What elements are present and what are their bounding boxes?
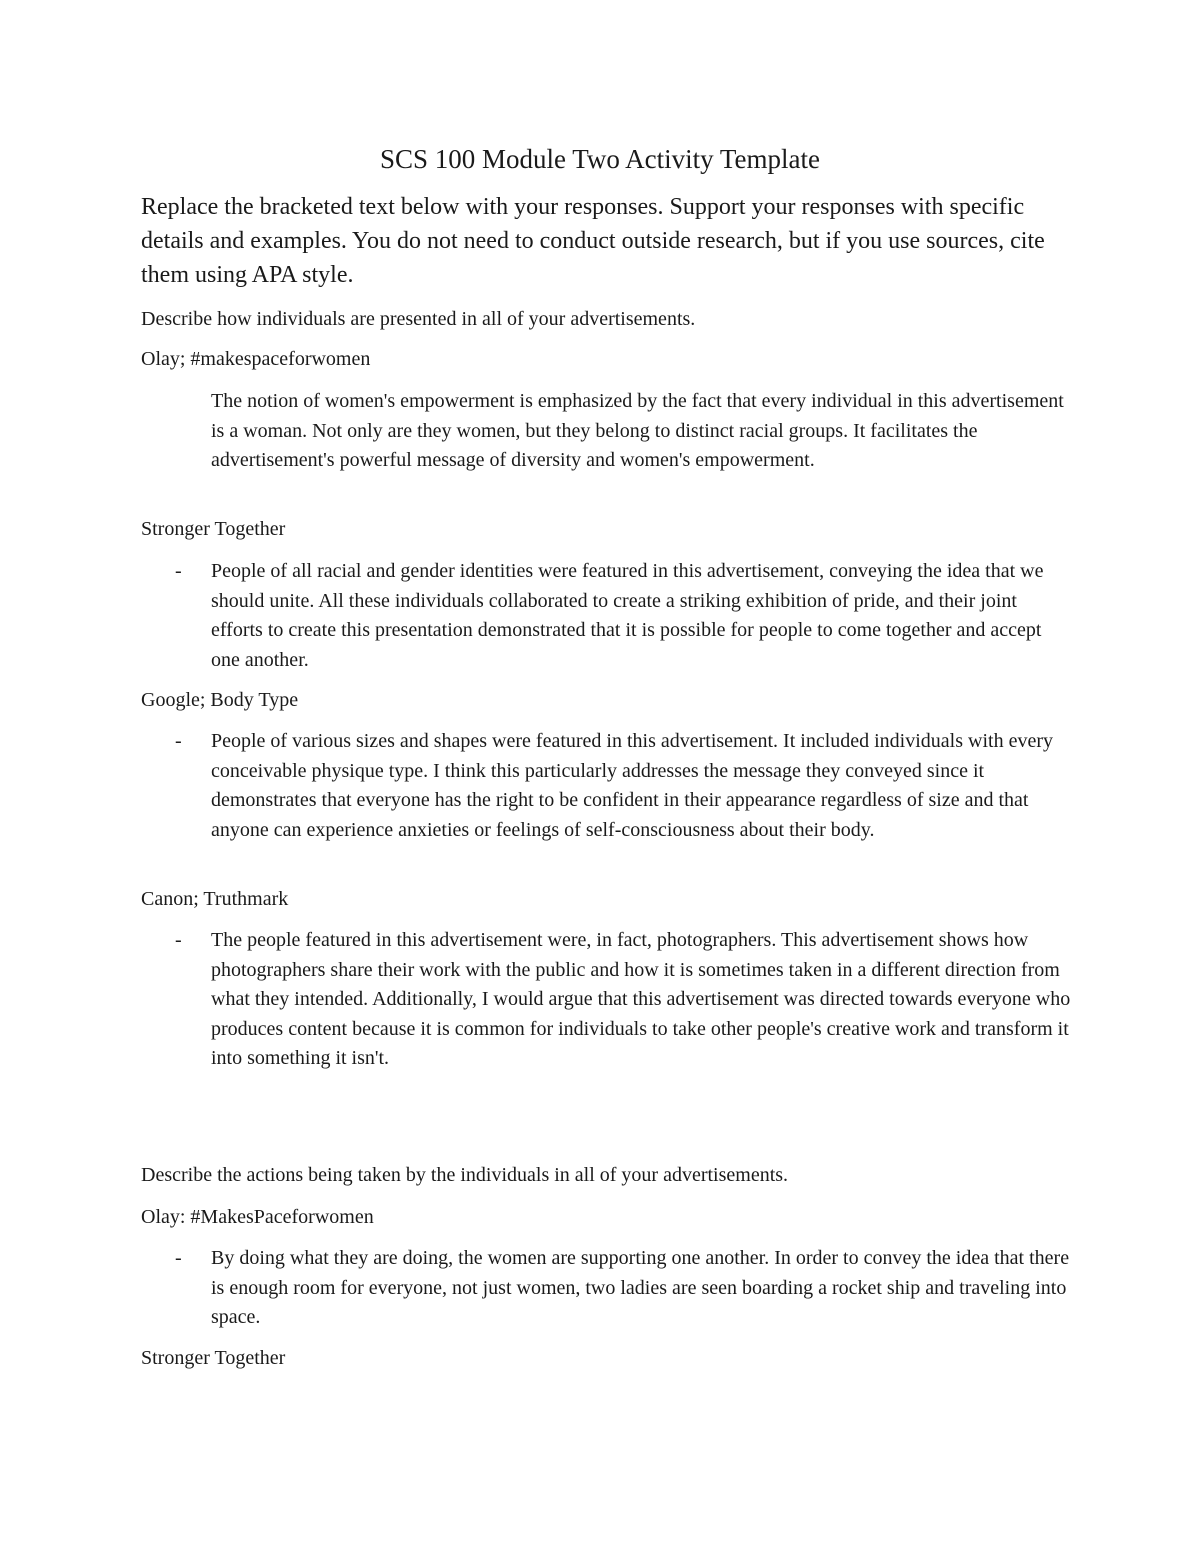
section2-prompt: Describe the actions being taken by the individuals in all of your advertisements. <box>141 1164 789 1186</box>
ad4-response: The people featured in this advertisement were, in fact, photographers. This advertisement shows how photographers share their work with the public and how it is sometimes taken in a different direction from what they intended. Additionally, I would argue that this advertisement was directed towards everyone who produces content because it is common for individuals to take other people's creative work and transform it into something it isn't. <box>211 929 1071 1069</box>
bullet-dash: - <box>175 929 182 951</box>
ad4-heading: Canon; Truthmark <box>141 888 289 910</box>
bullet-dash: - <box>175 730 182 752</box>
section2-ad1-response: By doing what they are doing, the women are supporting one another. In order to convey the idea that there is enough room for everyone, not just women, two ladies are seen boarding a rocket ship and traveling into space. <box>211 1247 1070 1328</box>
ad1-response: The notion of women's empowerment is emphasized by the fact that every individual in this advertisement is a woman. Not only are they women, but they belong to distinct racial groups. It facilitates the advertisement's powerful message of diversity and women's empowerment. <box>211 390 1064 471</box>
document-title: SCS 100 Module Two Activity Template <box>380 144 820 174</box>
section2-ad2-heading: Stronger Together <box>141 1347 286 1369</box>
section1-prompt: Describe how individuals are presented in all of your advertisements. <box>141 308 696 330</box>
ad3-response: People of various sizes and shapes were featured in this advertisement. It included individuals with every conceivable physique type. I think this particularly addresses the message they conveyed since it demonstrates that everyone has the right to be confident in their appearance regardless of size and that anyone can experience anxieties or feelings of self-consciousness about their body. <box>211 730 1053 841</box>
ad2-response: People of all racial and gender identities were featured in this advertisement, conveying the idea that we should unite. All these individuals collaborated to create a striking exhibition of pride, and their joint efforts to create this presentation demonstrated that it is possible for people to come together and accept one another. <box>211 560 1044 671</box>
instructions-paragraph: Replace the bracketed text below with your responses. Support your responses with specific details and examples. You do not need to conduct outside research, but if you use sources, cite them using APA style. <box>141 194 1045 288</box>
ad3-heading: Google; Body Type <box>141 689 299 711</box>
ad2-heading: Stronger Together <box>141 518 286 540</box>
bullet-dash: - <box>175 1247 182 1269</box>
ad1-heading: Olay; #makespaceforwomen <box>141 348 371 370</box>
section2-ad1-heading: Olay: #MakesPaceforwomen <box>141 1206 374 1228</box>
bullet-dash: - <box>175 560 182 582</box>
